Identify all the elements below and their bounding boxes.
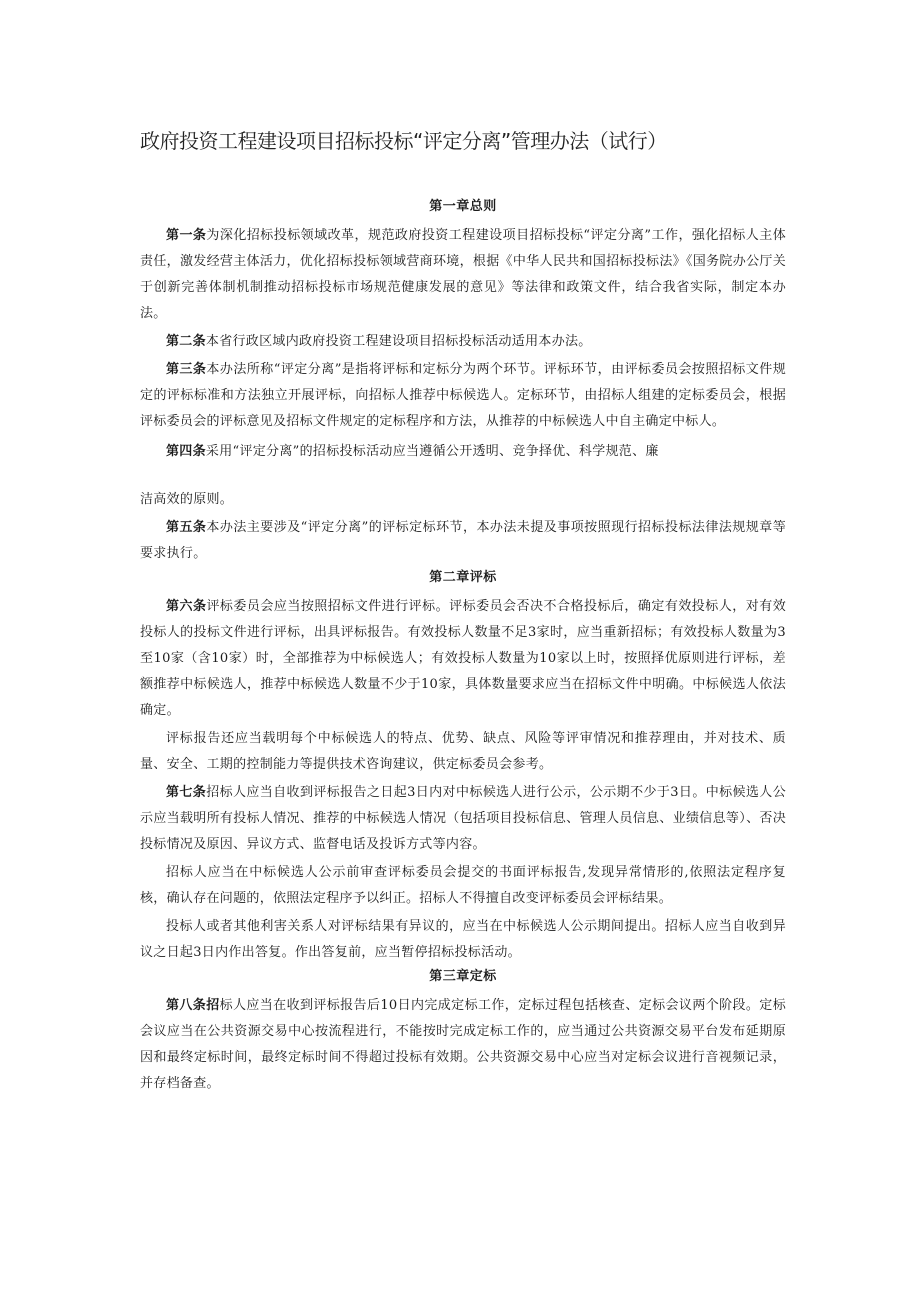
article-text: 本省行政区域内政府投资工程建设项目招标投标活动适用本办法。 [205,334,592,349]
article-number: 第四条 [166,444,206,459]
article-paragraph [140,594,786,724]
article-text: 评标报告还应当载明每个中标候选人的特点、优势、缺点、风险等评审情况和推荐理由，并对技术、质量、安全、工期的控制能力等提供技术咨询建议，供定标委员会参考。 [140,731,786,772]
article-text: 本办法主要涉及“评定分离”的评标定标环节，本办法未提及事项按照现行招标投标法律法规规章等要求执行。 [140,520,786,561]
document-body [140,198,786,1099]
article-number: 第六条 [166,599,207,614]
article-paragraph-continued [140,487,786,513]
article-text: 为深化招标投标领域改革，规范政府投资工程建设项目招标投标“评定分离”工作，强化招标人主体责任，激发经营主体活力，优化招标投标领域营商环境，根据《中华人民共和国招标投标法》《国务院办公厅关于创新完善体制机制推动招标投标市场规范健康发展的意见》等法律和政策文件，结合我省实际，制定本办法。 [140,228,786,321]
article-number: 第三条 [166,362,207,377]
article-number: 第五条 [166,520,207,535]
article-paragraph [140,357,786,435]
article-text: 招标人应当在中标候选人公示前审查评标委员会提交的书面评标报告,发现异常情形的,依照法定程序复核，确认存在问题的，依照法定程序予以纠正。招标人不得擅自改变评标委员会评标结果。 [140,865,786,906]
article-text: 标人应当在收到评标报告后10日内完成定标工作，定标过程包括核查、定标会议两个阶段。定标会议应当在公共资源交易中心按流程进行，不能按时完成定标工作的，应当通过公共资源交易平台发布延期原因和最终定标时间，最终定标时间不得超过投标有效期。公共资源交易中心应当对定标会议进行音视频记录，并存档备查。 [140,998,786,1091]
article-text: 投标人或者其他利害关系人对评标结果有异议的，应当在中标候选人公示期间提出。招标人应当自收到异议之日起3日内作出答复。作出答复前，应当暂停招标投标活动。 [140,919,786,960]
document-title: 政府投资工程建设项目招标投标“评定分离”管理办法（试行） [140,129,667,153]
article-text: 本办法所称“评定分离”是指将评标和定标分为两个环节。评标环节，由评标委员会按照招标文件规定的评标标准和方法独立开展评标，向招标人推荐中标候选人。定标环节，由招标人组建的定标委员会，根据评标委员会的评标意见及招标文件规定的定标程序和方法，从推荐的中标候选人中自主确定中标人。 [140,362,786,429]
article-paragraph [140,780,786,858]
plain-paragraph [140,860,786,912]
plain-paragraph [140,914,786,966]
article-text: 洁高效的原则。 [140,492,234,507]
article-text: 评标委员会应当按照招标文件进行评标。评标委员会否决不合格投标后，确定有效投标人，对有效投标人的投标文件进行评标，出具评标报告。有效投标人数量不足3家时，应当重新招标；有效投标人数量为3至10家（含10家）时，全部推荐为中标候选人；有效投标人数量为10家以上时，按照择优原则进行评标，差额推荐中标候选人，推荐中标候选人数量不少于10家，具体数量要求应当在招标文件中明确。中标候选人依法确定。 [140,599,786,718]
article-paragraph [140,329,786,355]
article-paragraph [140,439,786,465]
article-number: 第一条 [166,228,207,243]
chapter-heading: 第三章定标 [429,969,497,984]
plain-paragraph [140,726,786,778]
article-text: 招标人应当自收到评标报告之日起3日内对中标候选人进行公示，公示期不少于3日。中标候选人公示应当载明所有投标人情况、推荐的中标候选人情况（包括项目投标信息、管理人员信息、业绩信息等）、否决投标情况及原因、异议方式、监督电话及投诉方式等内容。 [140,785,786,852]
article-paragraph [140,993,786,1097]
chapter-heading: 第二章评标 [429,570,497,585]
article-number: 第二条 [166,334,206,349]
article-number: 第七条 [166,785,207,800]
article-paragraph [140,223,786,327]
chapter-heading: 第一章总则 [429,199,497,214]
article-number: 第八条招 [166,998,220,1013]
article-text: 采用“评定分离”的招标投标活动应当遵循公开透明、竞争择优、科学规范、廉 [205,444,659,459]
article-paragraph [140,515,786,567]
